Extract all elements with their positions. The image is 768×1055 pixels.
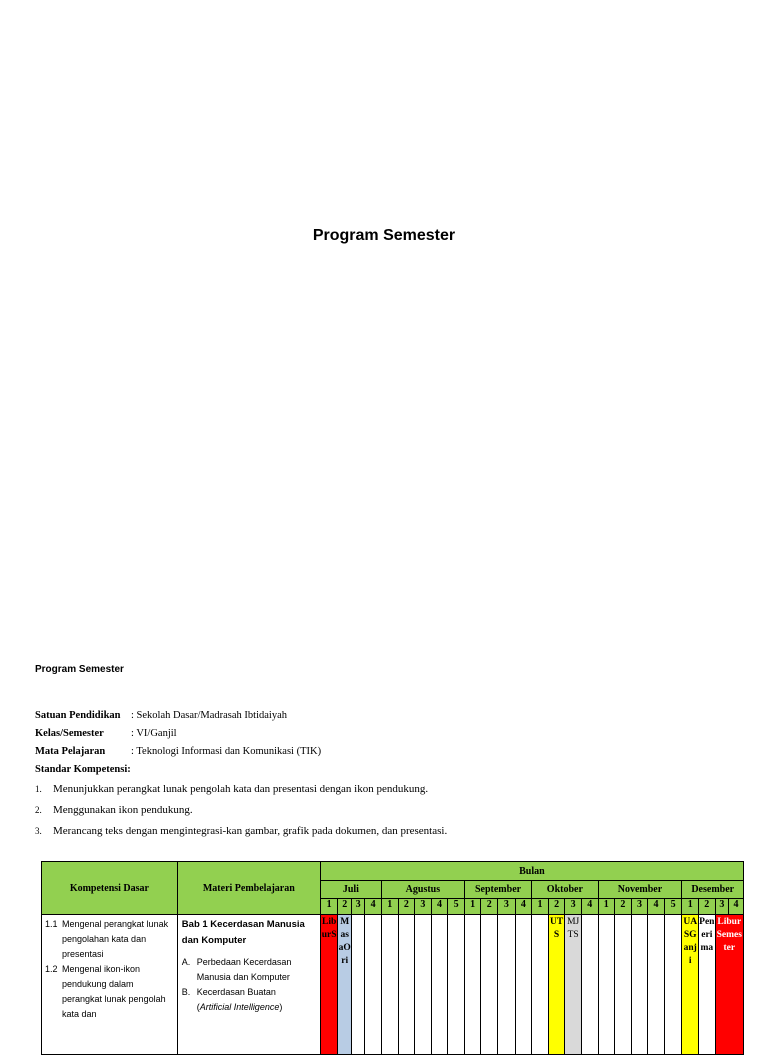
empty-cell [398,915,415,1055]
week-number: 5 [448,899,465,915]
info-label: Satuan Pendidikan [35,710,121,721]
kd-text: Mengenal perangkat lunak pengolahan kata dan presentasi [62,919,169,959]
week-number: 2 [481,899,498,915]
week-number: 3 [498,899,516,915]
list-text: Menggunakan ikon pendukung. [53,804,193,816]
week-number: 1 [464,899,481,915]
list-number: 2. [35,805,42,815]
list-item [35,821,447,842]
kd-text: Mengenal ikon-ikon pendukung dalam perangkat lunak pengolah kata dan [62,964,166,1019]
week-number: 1 [682,899,699,915]
mpls-cell: MasaOri [338,915,351,1055]
header-bulan: Bulan [320,862,743,881]
item-letter: A. [181,957,191,967]
uas-cell: UASGanji [682,915,699,1055]
header-materi-pembelajaran: Materi Pembelajaran [177,862,320,915]
empty-cell [381,915,398,1055]
empty-cell [581,915,598,1055]
paren-open: ( [196,1002,200,1012]
empty-cell [448,915,465,1055]
list-item [35,800,447,821]
kd-number: 1.1 [45,919,58,929]
info-row-satuan [35,707,321,725]
kd-number: 1.2 [45,964,58,974]
list-text: Merancang teks dengan mengintegrasi-kan gambar, grafik pada dokumen, dan presentasi. [53,825,448,837]
week-number: 2 [699,899,716,915]
info-value: : Sekolah Dasar/Madrasah Ibtidaiyah [131,710,287,721]
info-label: Mata Pelajaran [35,746,106,757]
week-number: 4 [431,899,448,915]
section-title: Program Semester [35,664,124,675]
month-header: Agustus [381,881,464,899]
program-table [41,861,744,1055]
paren-close: ) [279,1002,283,1012]
uts-cell: UTS [548,915,565,1055]
list-item [45,962,174,1022]
mjts-cell: MJTS [565,915,582,1055]
info-value: : VI/Ganjil [131,728,177,739]
pembagian-raport-cell: Penerima [699,915,716,1055]
month-header: November [598,881,682,899]
week-number: 2 [548,899,565,915]
week-number: 2 [615,899,632,915]
item-text [197,985,283,1015]
week-number: 4 [515,899,532,915]
empty-cell [615,915,632,1055]
libur-semester-cell: LiburSemester [715,915,743,1055]
month-header: Desember [682,881,744,899]
week-number: 3 [631,899,648,915]
standar-title: Standar Kompetensi: [35,764,131,775]
list-item [182,985,316,1015]
week-number: 4 [365,899,382,915]
week-number: 1 [381,899,398,915]
week-number: 3 [351,899,364,915]
item-text: Perbedaan Kecerdasan Manusia dan Komputer [196,957,292,982]
empty-cell [498,915,516,1055]
list-item [35,779,447,800]
week-number: 1 [532,899,549,915]
empty-cell [431,915,448,1055]
header-kompetensi-dasar: Kompetensi Dasar [42,862,178,915]
week-number: 1 [598,899,615,915]
week-number: 3 [715,899,728,915]
empty-cell [415,915,432,1055]
month-header: September [464,881,531,899]
week-number: 1 [320,899,338,915]
page-title: Program Semester [312,227,456,244]
identity-block [35,707,321,779]
week-number: 2 [398,899,415,915]
week-number: 4 [581,899,598,915]
list-text: Menunjukkan perangkat lunak pengolah kata dan presentasi dengan ikon pendukung. [53,783,429,795]
chapter-title: Bab 1 Kecerdasan Manusia dan Komputer [181,919,305,946]
list-item [45,917,174,962]
info-label: Kelas/Semester [35,728,104,739]
week-number: 3 [415,899,432,915]
standar-list [35,779,447,842]
week-number: 2 [338,899,351,915]
empty-cell [598,915,615,1055]
item-text-part: Kecerdasan Buatan [196,987,276,997]
list-number: 1. [35,784,42,794]
libur-cell: LiburS [320,915,338,1055]
item-text-italic: Artificial Intelligence [199,1002,280,1012]
info-row-mapel [35,743,321,761]
empty-cell [664,915,682,1055]
week-number: 3 [565,899,582,915]
empty-cell [648,915,665,1055]
info-value: : Teknologi Informasi dan Komunikasi (TIK) [131,746,322,757]
empty-cell [481,915,498,1055]
month-header: Juli [320,881,381,899]
month-header: Oktober [532,881,598,899]
empty-cell [515,915,532,1055]
list-number: 3. [35,826,42,836]
empty-cell [464,915,481,1055]
week-number: 4 [729,899,744,915]
kompetensi-dasar-cell [42,915,178,1055]
item-letter: B. [181,987,191,997]
empty-cell [351,915,364,1055]
empty-cell [631,915,648,1055]
empty-cell [365,915,382,1055]
empty-cell [532,915,549,1055]
list-item [182,955,316,985]
materi-cell [177,915,320,1055]
week-number: 5 [664,899,682,915]
week-number: 4 [648,899,665,915]
info-row-kelas [35,725,321,743]
